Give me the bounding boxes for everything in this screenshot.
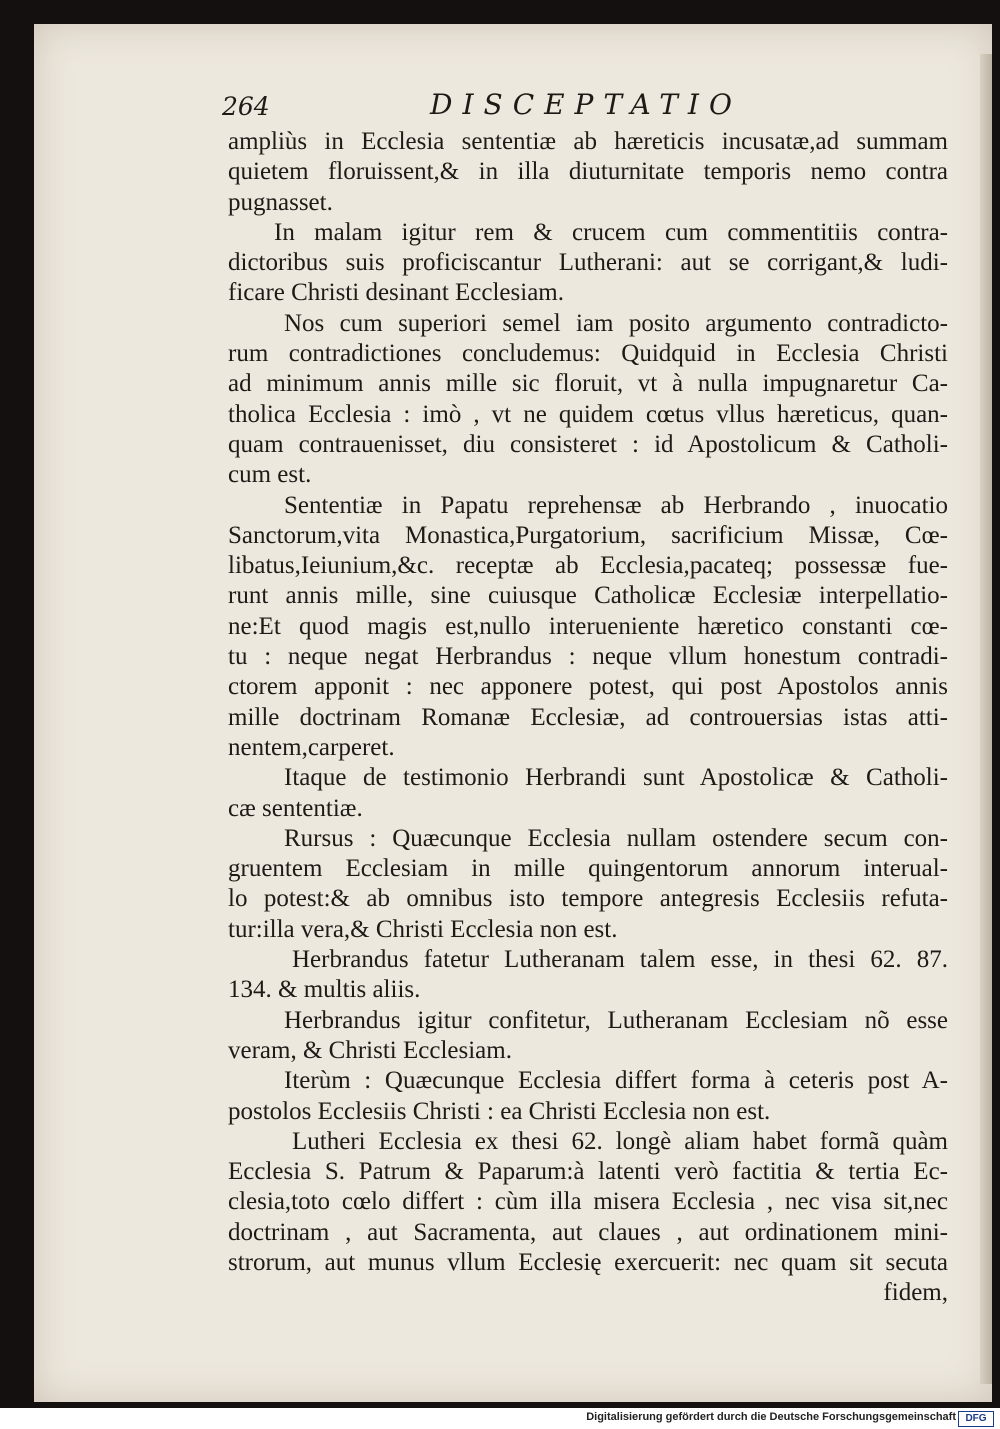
text-line: Herbrandus fatetur Lutheranam talem esse, in thesi 62. 87. [292, 946, 948, 974]
text-line: Itaque de testimonio Herbrandi sunt Apostolicæ & Catholi- [284, 764, 948, 792]
text-line: postolos Ecclesiis Christi : ea Christi Ecclesia non est. [228, 1097, 771, 1125]
text-line: doctrinam , aut Sacramenta, aut claues , aut ordinationem mini- [228, 1218, 948, 1246]
text-line: Sententiæ in Papatu reprehensæ ab Herbrando , inuocatio [284, 491, 948, 519]
funding-credit: Digitalisierung gefördert durch die Deutsche Forschungsgemeinschaft [586, 1411, 956, 1423]
text-line: fidem, [883, 1279, 948, 1307]
text-line: tur:illa vera,& Christi Ecclesia non est. [228, 915, 618, 943]
text-line: strorum, aut munus vllum Ecclesię exercuerit: nec quam sit secuta [228, 1248, 948, 1276]
text-line: 134. & multis aliis. [228, 976, 421, 1004]
text-line: Iterùm : Quæcunque Ecclesia differt forma à ceteris post A- [284, 1067, 948, 1095]
text-line: clesia,toto cœlo differt : cùm illa misera Ecclesia , nec visa sit,nec [228, 1188, 948, 1216]
text-line: pugnasset. [228, 188, 333, 216]
text-line: nentem,carperet. [228, 733, 395, 761]
text-line: Sanctorum,vita Monastica,Purgatorium, sacrificium Missæ, Cœ- [228, 521, 948, 549]
text-line: Herbrandus igitur confitetur, Lutheranam Ecclesiam nõ esse [284, 1006, 948, 1034]
text-line: cum est. [228, 461, 312, 489]
page-edge [980, 54, 992, 1384]
text-line: ctorem apponit : nec apponere potest, qui post Apostolos annis [228, 673, 948, 701]
text-line: In malam igitur rem & crucem cum commentitiis contra- [274, 218, 948, 246]
text-line: tu : neque negat Herbrandus : neque vllum honestum contradi- [228, 643, 948, 671]
text-line: Rursus : Quæcunque Ecclesia nullam ostendere secum con- [284, 824, 948, 852]
text-line: tholica Ecclesia : imò , vt ne quidem cœtus vllus hæreticus, quan- [228, 400, 948, 428]
text-line: ad minimum annis mille sic floruit, vt à nulla impugnaretur Ca- [228, 370, 948, 398]
text-line: veram, & Christi Ecclesiam. [228, 1036, 512, 1064]
text-line: dictoribus suis proficiscantur Lutherani: aut se corrigant,& ludi- [228, 249, 948, 277]
text-line: Lutheri Ecclesia ex thesi 62. longè aliam habet formã quàm [292, 1127, 948, 1155]
text-line: gruentem Ecclesiam in mille quingentorum annorum interual- [228, 855, 948, 883]
page-header [190, 88, 750, 128]
text-line: rum contradictiones concludemus: Quidquid in Ecclesia Christi [228, 340, 948, 368]
text-line: quam contrauenisset, diu consisteret : id Apostolicum & Catholi- [228, 430, 948, 458]
body-text [228, 127, 948, 1309]
page-number: 264 [222, 92, 270, 121]
footer-bar [0, 1408, 1000, 1429]
text-line: cæ sententiæ. [228, 794, 363, 822]
text-line: Nos cum superiori semel iam posito argumento contradicto- [284, 309, 948, 337]
text-line: runt annis mille, sine cuiusque Catholicæ Ecclesiæ interpellatio- [228, 582, 948, 610]
text-line: quietem floruissent,& in illa diuturnitate temporis nemo contra [228, 158, 948, 186]
text-line: ne:Et quod magis est,nullo interueniente hæretico constanti cœ- [228, 612, 948, 640]
text-line: Ecclesia S. Patrum & Paparum:à latenti verò factitia & tertia Ec- [228, 1158, 948, 1186]
text-line: lo potest:& ab omnibus isto tempore antegresis Ecclesiis refuta- [228, 885, 948, 913]
running-title: DISCEPTATIO [430, 88, 742, 121]
text-line: libatus,Ieiunium,&c. receptæ ab Ecclesia,pacateq; possessæ fue- [228, 552, 948, 580]
text-line: ficare Christi desinant Ecclesiam. [228, 279, 564, 307]
dfg-logo: DFG [958, 1411, 994, 1427]
text-line: ampliùs in Ecclesia sententiæ ab hæreticis incusatæ,ad summam [228, 128, 948, 155]
text-line: mille doctrinam Romanæ Ecclesiæ, ad controuersias istas atti- [228, 703, 948, 731]
